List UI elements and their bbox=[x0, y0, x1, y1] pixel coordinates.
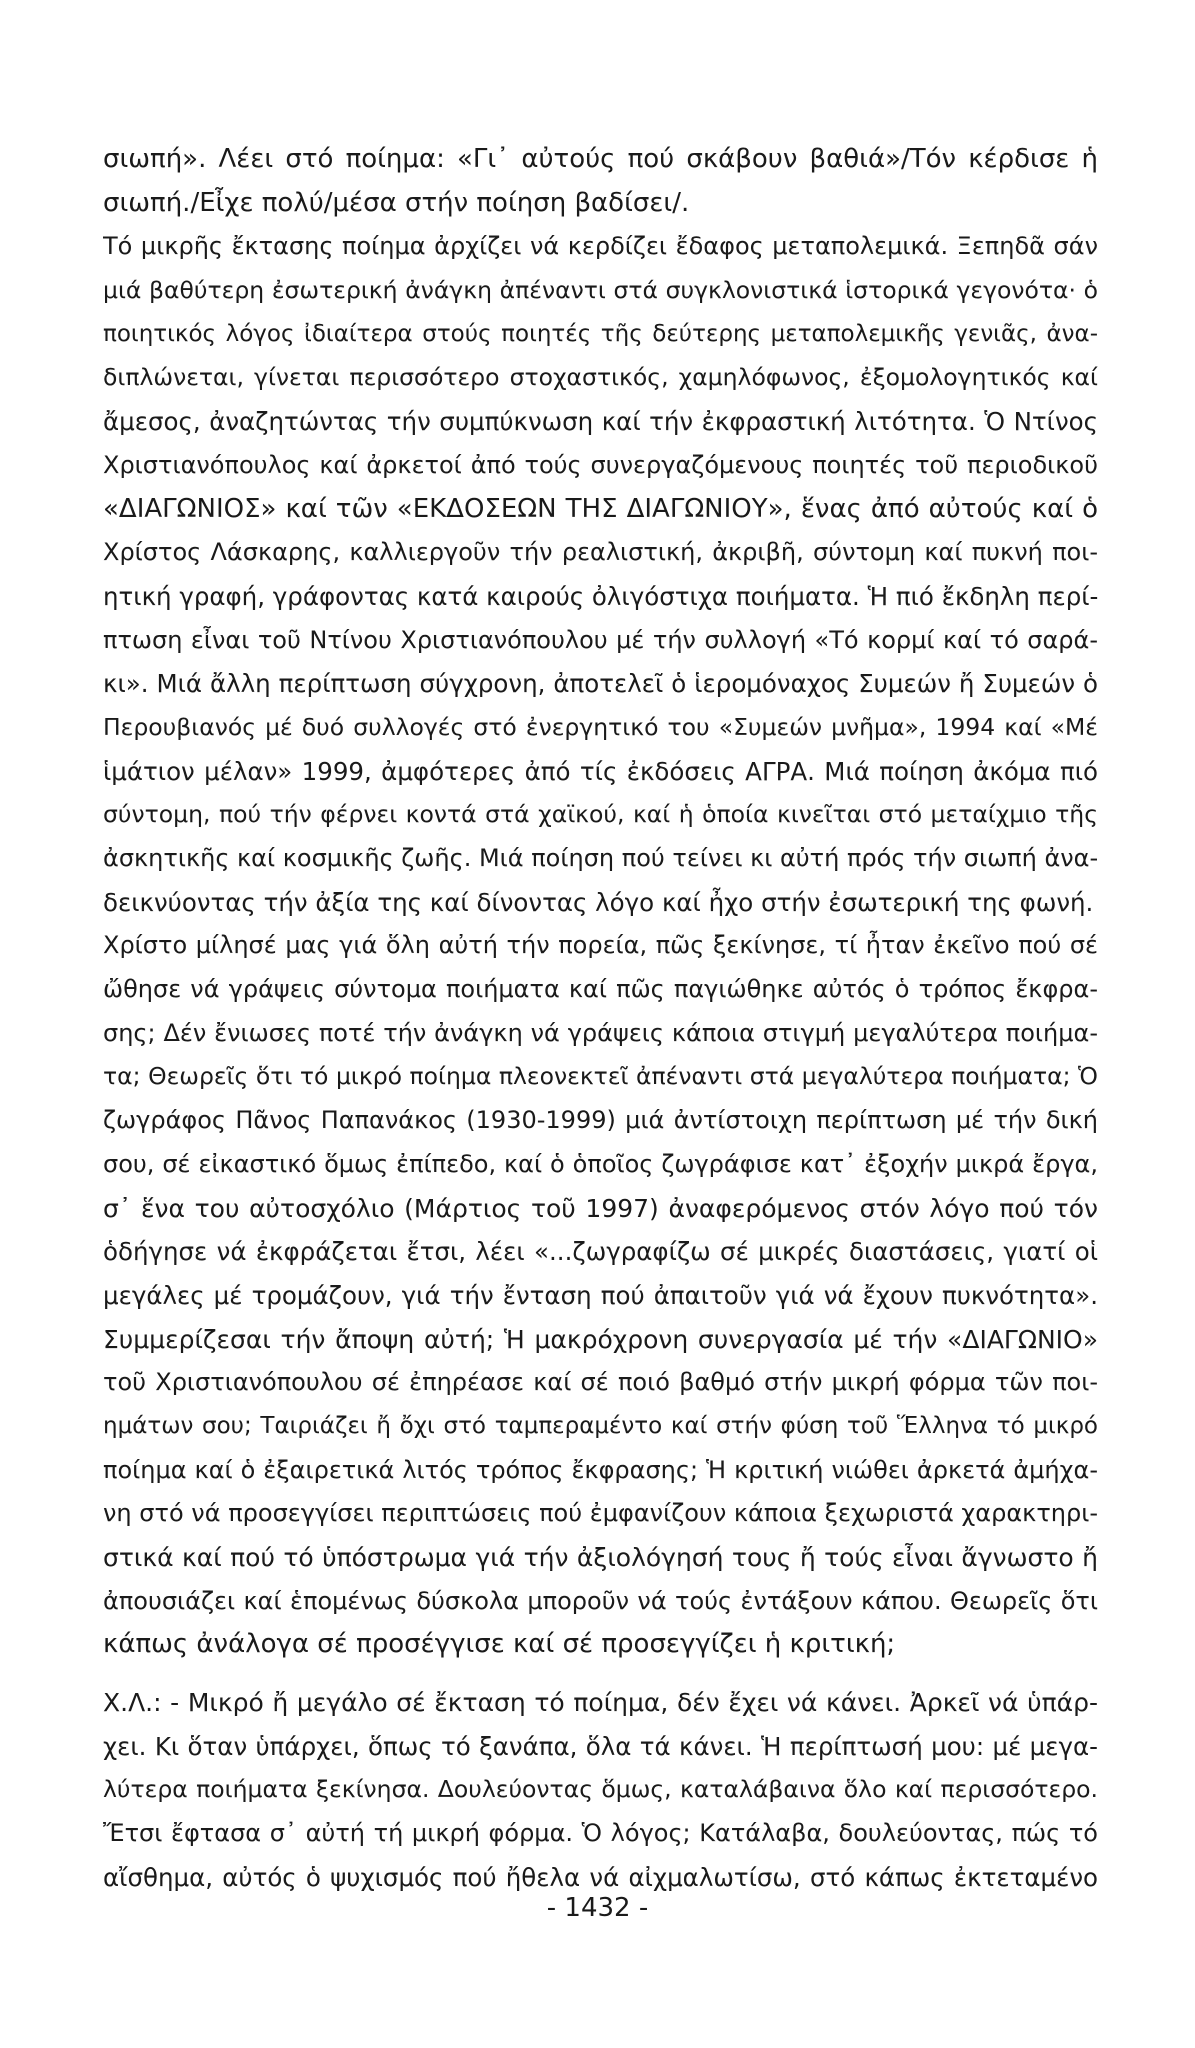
text-line: ἀπουσιάζει καί ἑπομένως δύσκολα μποροῦν νά τούς ἐντάξουν κάπου. Θεωρεῖς ὅτι bbox=[103, 1586, 1098, 1615]
text-line: δεικνύοντας τήν ἀξία της καί δίνοντας λόγο καί ἦχο στήν ἐσωτερική της φωνή. bbox=[103, 887, 1094, 917]
text-line: ποίημα καί ὁ ἐξαιρετικά λιτός τρόπος ἔκφρασης; Ἡ κριτική νιώθει ἀρκετά ἀμήχα- bbox=[103, 1455, 1098, 1484]
text-line: σιωπή./Εἶχε πολύ/μέσα στήν ποίηση βαδίσει/. bbox=[103, 187, 690, 218]
text-line: ὤθησε νά γράψεις σύντομα ποιήματα καί πῶς παγιώθηκε αὐτός ὁ τρόπος ἔκφρα- bbox=[103, 975, 1098, 1004]
text-line: ζωγράφος Πᾶνος Παπανάκος (1930-1999) μιά ἀντίστοιχη περίπτωση μέ τήν δική bbox=[103, 1106, 1098, 1135]
text-line: ἀσκητικῆς καί κοσμικῆς ζωῆς. Μιά ποίηση πού τείνει κι αὐτή πρός τήν σιωπή ἀνα- bbox=[103, 844, 1098, 872]
essay-paragraphs bbox=[103, 138, 1098, 1667]
text-line: Χ.Λ.: - Μικρό ἤ μεγάλο σέ ἔκταση τό ποίημα, δέν ἔχει νά κάνει. Ἀρκεῖ νά ὑπάρ- bbox=[103, 1688, 1098, 1718]
interview-answer bbox=[103, 1681, 1098, 1899]
text-line: σου, σέ εἰκαστικό ὅμως ἐπίπεδο, καί ὁ ὁποῖος ζωγράφισε κατ᾿ ἐξοχήν μικρά ἔργα, bbox=[103, 1149, 1098, 1178]
text-line: Περουβιανός μέ δυό συλλογές στό ἐνεργητικό του «Συμεών μνῆμα», 1994 καί «Μέ bbox=[103, 712, 1098, 741]
text-line: χει. Κι ὅταν ὑπάρχει, ὅπως τό ξανάπα, ὅλα τά κάνει. Ἡ περίπτωσή μου: μέ μεγα- bbox=[103, 1731, 1098, 1761]
text-line: Χρίστο μίλησέ μας γιά ὅλη αὐτή τήν πορεία, πῶς ξεκίνησε, τί ἦταν ἐκεῖνο πού σέ bbox=[103, 931, 1098, 960]
text-line: ἱμάτιον μέλαν» 1999, ἀμφότερες ἀπό τίς ἐκδόσεις ΑΓΡΑ. Μιά ποίηση ἀκόμα πιό bbox=[103, 756, 1098, 786]
text-line: στικά καί πού τό ὑπόστρωμα γιά τήν ἀξιολόγησή τους ἤ τούς εἶναι ἄγνωστο ἤ bbox=[103, 1543, 1098, 1572]
text-line: διπλώνεται, γίνεται περισσότερο στοχαστικός, χαμηλόφωνος, ἐξομολογητικός καί bbox=[103, 363, 1098, 392]
text-line: ἄμεσος, ἀναζητώντας τήν συμπύκνωση καί τήν ἐκφραστική λιτότητα. Ὁ Ντίνος bbox=[103, 407, 1098, 437]
text-line: σιωπή». Λέει στό ποίημα: «Γι᾿ αὐτούς πού σκάβουν βαθιά»/Τόν κέρδισε ἡ bbox=[103, 144, 1098, 174]
text-line: τοῦ Χριστιανόπουλου σέ ἐπηρέασε καί σέ ποιό βαθμό στήν μικρή φόρμα τῶν ποι- bbox=[103, 1368, 1098, 1397]
text-line: τα; Θεωρεῖς ὅτι τό μικρό ποίημα πλεονεκτεῖ ἀπέναντι στά μεγαλύτερα ποιήματα; Ὁ bbox=[103, 1062, 1098, 1091]
text-line: ητική γραφή, γράφοντας κατά καιρούς ὀλιγόστιχα ποιήματα. Ἡ πιό ἔκδηλη περί- bbox=[103, 581, 1098, 611]
text-line: Χριστιανόπουλος καί ἀρκετοί ἀπό τούς συνεργαζόμενους ποιητές τοῦ περιοδικοῦ bbox=[103, 450, 1098, 479]
text-line: σύντομη, πού τήν φέρνει κοντά στά χαϊκού, καί ἡ ὁποία κινεῖται στό μεταίχμιο τῆς bbox=[103, 800, 1098, 829]
page-body bbox=[103, 138, 1098, 1900]
text-line: μιά βαθύτερη ἐσωτερική ἀνάγκη ἀπέναντι στά συγκλονιστικά ἱστορικά γεγονότα· ὁ bbox=[103, 276, 1098, 305]
text-line: πτωση εἶναι τοῦ Ντίνου Χριστιανόπουλου μέ τήν συλλογή «Τό κορμί καί τό σαρά- bbox=[103, 625, 1098, 654]
paragraph-gap bbox=[103, 1667, 1098, 1681]
text-line: ὁδήγησε νά ἐκφράζεται ἔτσι, λέει «...ζωγραφίζω σέ μικρές διαστάσεις, γιατί οἱ bbox=[103, 1237, 1098, 1267]
text-line: ποιητικός λόγος ἰδιαίτερα στούς ποιητές τῆς δεύτερης μεταπολεμικῆς γενιᾶς, ἀνα- bbox=[103, 320, 1098, 347]
page-number: - 1432 - bbox=[546, 1893, 649, 1923]
text-line: Χρίστος Λάσκαρης, καλλιεργοῦν τήν ρεαλιστική, ἀκριβῆ, σύντομη καί πυκνή ποι- bbox=[103, 538, 1098, 567]
text-line: Συμμερίζεσαι τήν ἄποψη αὐτή; Ἡ μακρόχρονη συνεργασία μέ τήν «ΔΙΑΓΩΝΙΟ» bbox=[103, 1324, 1098, 1354]
text-line: μεγάλες μέ τρομάζουν, γιά τήν ἔνταση πού ἀπαιτοῦν γιά νά ἔχουν πυκνότητα». bbox=[103, 1280, 1098, 1310]
text-line: ημάτων σου; Ταιριάζει ἤ ὄχι στό ταμπεραμέντο καί στήν φύση τοῦ Ἕλληνα τό μικρό bbox=[103, 1412, 1098, 1439]
text-line: σης; Δέν ἔνιωσες ποτέ τήν ἀνάγκη νά γράψεις κάποια στιγμή μεγαλύτερα ποιήμα- bbox=[103, 1018, 1098, 1047]
text-line: κι». Μιά ἄλλη περίπτωση σύγχρονη, ἀποτελεῖ ὁ ἱερομόναχος Συμεών ἤ Συμεών ὁ bbox=[103, 669, 1098, 699]
text-line: Τό μικρῆς ἔκτασης ποίημα ἀρχίζει νά κερδίζει ἔδαφος μεταπολεμικά. Ξεπηδᾶ σάν bbox=[103, 232, 1098, 261]
text-line: σ᾿ ἕνα του αὐτοσχόλιο (Μάρτιος τοῦ 1997) ἀναφερόμενος στόν λόγο πού τόν bbox=[103, 1193, 1098, 1223]
text-line: νη στό νά προσεγγίσει περιπτώσεις πού ἐμφανίζουν κάποια ξεχωριστά χαρακτηρι- bbox=[103, 1499, 1098, 1528]
text-line: λύτερα ποιήματα ξεκίνησα. Δουλεύοντας ὅμως, καταλάβαινα ὅλο καί περισσότερο. bbox=[103, 1775, 1098, 1804]
text-line: «ΔΙΑΓΩΝΙΟΣ» καί τῶν «ΕΚΔΟΣΕΩΝ ΤΗΣ ΔΙΑΓΩΝΙΟΥ», ἕνας ἀπό αὐτούς καί ὁ bbox=[103, 493, 1098, 524]
text-line: Ἔτσι ἔφτασα σ᾿ αὐτή τή μικρή φόρμα. Ὁ λόγος; Κατάλαβα, δουλεύοντας, πώς τό bbox=[103, 1819, 1098, 1848]
text-line: κάπως ἀνάλογα σέ προσέγγισε καί σέ προσεγγίζει ἡ κριτική; bbox=[103, 1629, 896, 1660]
text-line: αἴσθημα, αὐτός ὁ ψυχισμός πού ἤθελα νά αἰχμαλωτίσω, στό κάπως ἐκτεταμένο bbox=[103, 1862, 1098, 1892]
